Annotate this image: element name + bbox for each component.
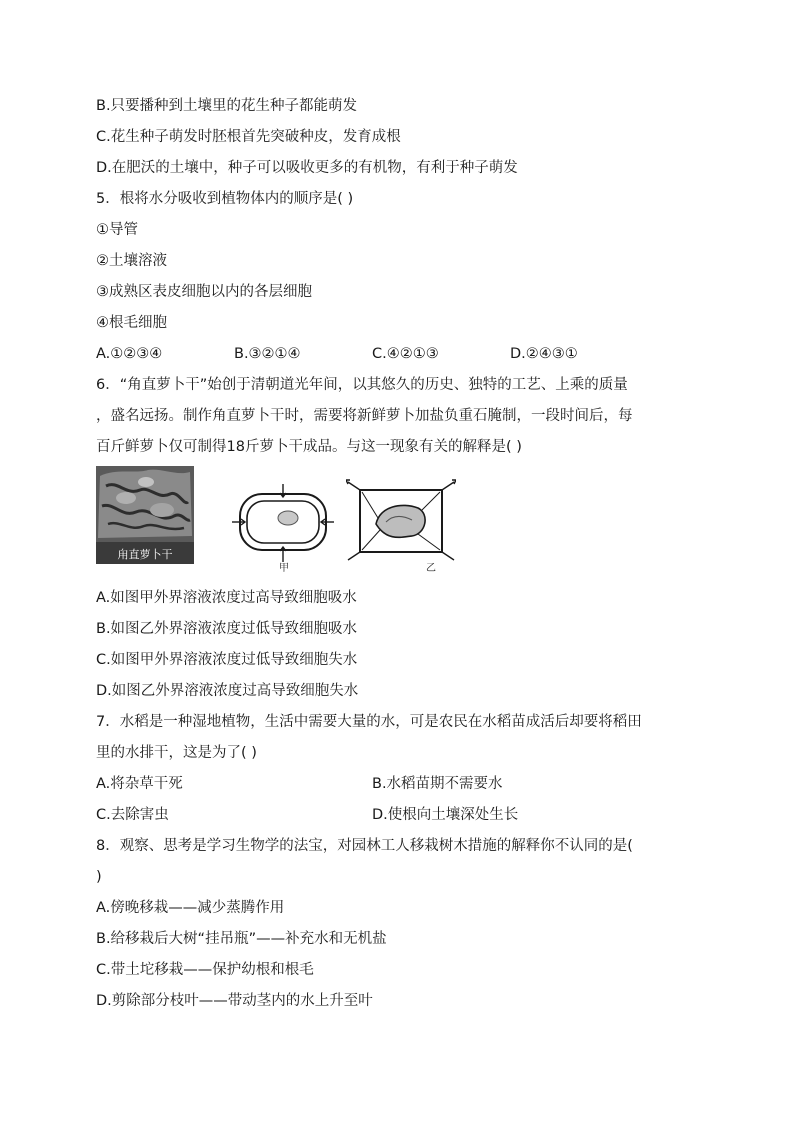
q5-stem: 5．根将水分吸收到植物体内的顺序是( ) bbox=[96, 191, 354, 207]
q4-option-c: C.花生种子萌发时胚根首先突破种皮，发育成根 bbox=[96, 129, 401, 145]
q6-stem-line-3: 百斤鲜萝卜仅可制得18斤萝卜干成品。与这一现象有关的解释是( ) bbox=[96, 439, 522, 455]
q8-option-a: A.傍晚移栽——减少蒸腾作用 bbox=[96, 900, 285, 916]
q8-option-c: C.带土坨移栽——保护幼根和根毛 bbox=[96, 962, 314, 978]
q4-option-d: D.在肥沃的土壤中，种子可以吸收更多的有机物，有利于种子萌发 bbox=[96, 160, 518, 176]
q4-option-b: B.只要播种到土壤里的花生种子都能萌发 bbox=[96, 98, 358, 114]
q6-option-b: B.如图乙外界溶液浓度过低导致细胞吸水 bbox=[96, 621, 358, 637]
cell-jia-diagram bbox=[230, 484, 336, 562]
q8-option-d: D.剪除部分枝叶——带动茎内的水上升至叶 bbox=[96, 993, 373, 1009]
q5-item-3: ③成熟区表皮细胞以内的各层细胞 bbox=[96, 284, 312, 300]
q6-option-c: C.如图甲外界溶液浓度过低导致细胞失水 bbox=[96, 652, 358, 668]
q6-option-a: A.如图甲外界溶液浓度过高导致细胞吸水 bbox=[96, 590, 357, 606]
q5-option-b: B.③②①④ bbox=[234, 346, 301, 362]
q7-stem-line-1: 7．水稻是一种湿地植物，生活中需要大量的水，可是农民在水稻苗成活后却要将稻田 bbox=[96, 714, 642, 730]
q7-option-a: A.将杂草干死 bbox=[96, 776, 183, 792]
q5-option-a: A.①②③④ bbox=[96, 346, 163, 362]
q5-item-4: ④根毛细胞 bbox=[96, 315, 167, 331]
q8-option-b: B.给移栽后大树“挂吊瓶”——补充水和无机盐 bbox=[96, 931, 387, 947]
cell-yi-diagram bbox=[346, 478, 456, 564]
q5-item-2: ②土壤溶液 bbox=[96, 253, 167, 269]
q8-stem-line-1: 8．观察、思考是学习生物学的法宝，对园林工人移栽树木措施的解释你不认同的是( bbox=[96, 838, 633, 854]
q7-option-d: D.使根向土壤深处生长 bbox=[372, 807, 519, 823]
q7-option-c: C.去除害虫 bbox=[96, 807, 169, 823]
q5-option-d: D.②④③① bbox=[510, 346, 578, 362]
label-yi: 乙 bbox=[426, 563, 436, 574]
q6-stem-line-1: 6．“角直萝卜干”始创于清朝道光年间，以其悠久的历史、独特的工艺、上乘的质量 bbox=[96, 377, 628, 393]
q5-item-1: ①导管 bbox=[96, 222, 138, 238]
q6-figure bbox=[96, 466, 456, 576]
label-jia: 甲 bbox=[279, 563, 289, 574]
radish-photo bbox=[96, 466, 194, 564]
q7-option-b: B.水稻苗期不需要水 bbox=[372, 776, 503, 792]
photo-caption: 甪直萝卜干 bbox=[117, 548, 173, 561]
q6-stem-line-2: ，盛名远扬。制作角直萝卜干时，需要将新鲜萝卜加盐负重石腌制，一段时间后，每 bbox=[96, 408, 633, 424]
q7-stem-line-2: 里的水排干，这是为了( ) bbox=[96, 745, 257, 761]
q8-stem-line-2: ) bbox=[96, 869, 102, 885]
q6-option-d: D.如图乙外界溶液浓度过高导致细胞失水 bbox=[96, 683, 359, 699]
q5-option-c: C.④②①③ bbox=[372, 346, 439, 362]
